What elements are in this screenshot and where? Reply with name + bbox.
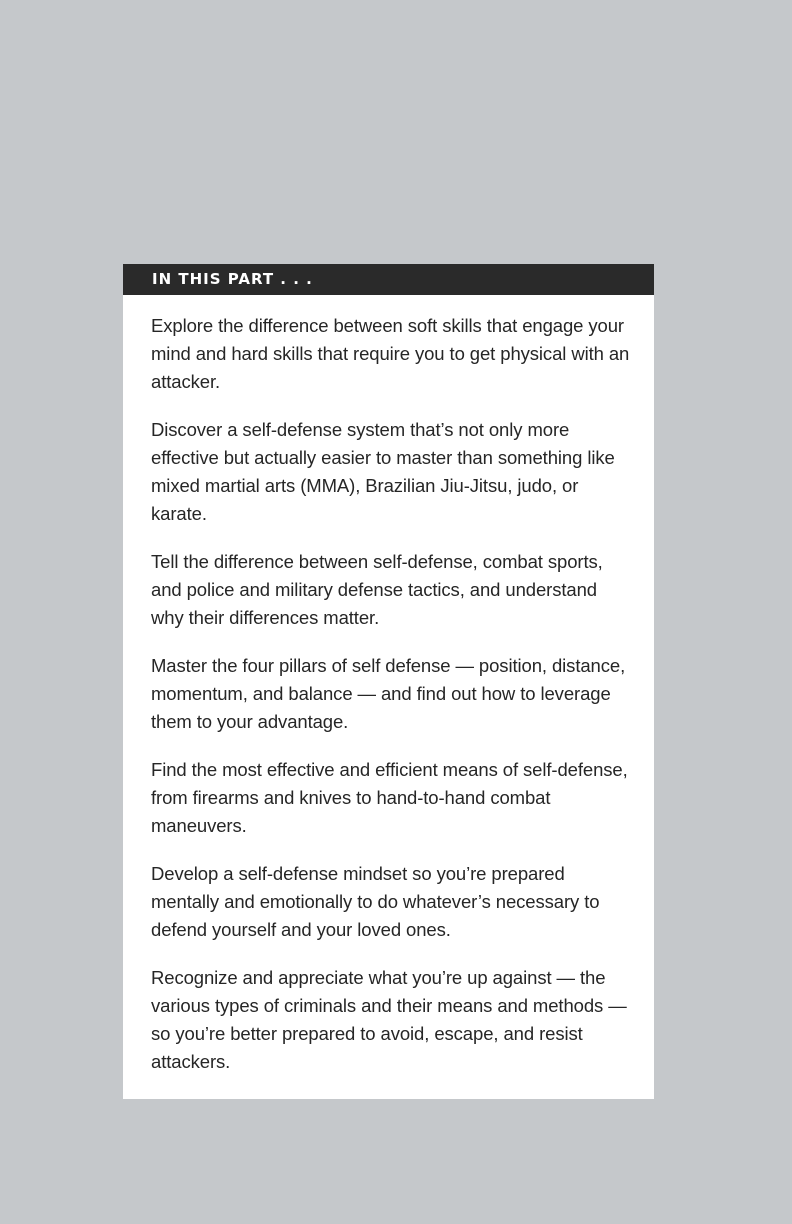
part-header <box>123 264 654 295</box>
part-item: Find the most effective and efficient means of self-defense, from firearms and knives to hand-to-hand combat maneuvers. <box>151 759 628 836</box>
part-items-list <box>123 295 654 1076</box>
part-overview-box <box>123 264 654 1099</box>
part-item: Tell the difference between self-defense, combat sports, and police and military defense tactics, and understand why their differences matter. <box>151 551 603 628</box>
part-header-title: IN THIS PART . . . <box>152 270 313 288</box>
part-item: Discover a self-defense system that’s not only more effective but actually easier to master than something like mixed martial arts (MMA), Brazilian Jiu-Jitsu, judo, or karate. <box>151 419 615 524</box>
part-item: Master the four pillars of self defense — position, distance, momentum, and balance — and find out how to leverage them to your advantage. <box>151 655 626 732</box>
part-item: Explore the difference between soft skills that engage your mind and hard skills that require you to get physical with an attacker. <box>151 315 630 392</box>
part-item: Develop a self-defense mindset so you’re prepared mentally and emotionally to do whatever’s necessary to defend yourself and your loved ones. <box>151 863 600 940</box>
part-item: Recognize and appreciate what you’re up against — the various types of criminals and their means and methods — so you’re better prepared to avoid, escape, and resist attackers. <box>151 967 627 1072</box>
